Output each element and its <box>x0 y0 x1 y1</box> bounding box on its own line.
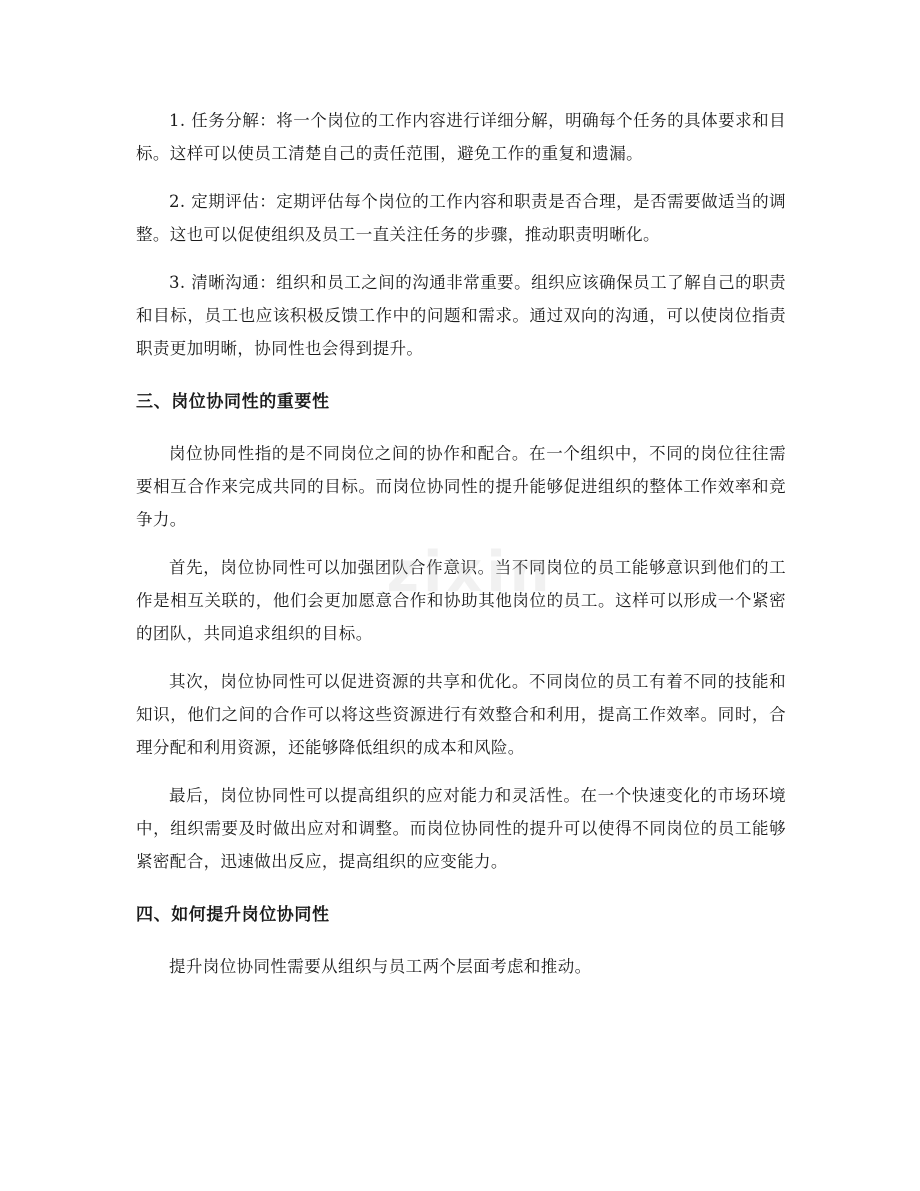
paragraph-definition: 岗位协同性指的是不同岗位之间的协作和配合。在一个组织中，不同的岗位往往需要相互合作来完成共同的目标。而岗位协同性的提升能够促进组织的整体工作效率和竞争力。 <box>136 444 786 529</box>
paragraph-second: 其次，岗位协同性可以促进资源的共享和优化。不同岗位的员工有着不同的技能和知识，他们之间的合作可以将这些资源进行有效整合和利用，提高工作效率。同时，合理分配和利用资源，还能够降低组织的成本和风险。 <box>136 672 786 757</box>
section-heading-how-to-improve: 四、如何提升岗位协同性 <box>136 905 330 925</box>
section-heading-importance: 三、岗位协同性的重要性 <box>136 392 330 412</box>
paragraph-regular-evaluation: 2. 定期评估：定期评估每个岗位的工作内容和职责是否合理，是否需要做适当的调整。这也可以促使组织及员工一直关注任务的步骤，推动职责明晰化。 <box>136 192 786 244</box>
paragraph-finally: 最后，岗位协同性可以提高组织的应对能力和灵活性。在一个快速变化的市场环境中，组织需要及时做出应对和调整。而岗位协同性的提升可以使得不同岗位的员工能够紧密配合，迅速做出反应，提高组织的应变能力。 <box>136 786 786 871</box>
paragraph-clear-communication: 3. 清晰沟通：组织和员工之间的沟通非常重要。组织应该确保员工了解自己的职责和目标，员工也应该积极反馈工作中的问题和需求。通过双向的沟通，可以使岗位指责职责更加明晰，协同性也会得到提升。 <box>136 273 786 358</box>
paragraph-first: 首先，岗位协同性可以加强团队合作意识。当不同岗位的员工能够意识到他们的工作是相互关联的，他们会更加愿意合作和协助其他岗位的员工。这样可以形成一个紧密的团队，共同追求组织的目标。 <box>136 558 786 643</box>
paragraph-improve-intro: 提升岗位协同性需要从组织与员工两个层面考虑和推动。 <box>169 957 592 976</box>
paragraph-task-decomposition: 1. 任务分解：将一个岗位的工作内容进行详细分解，明确每个任务的具体要求和目标。这样可以使员工清楚自己的责任范围，避免工作的重复和遗漏。 <box>136 111 786 163</box>
document-body <box>136 104 786 998</box>
watermark-text: zixin <box>386 540 554 605</box>
